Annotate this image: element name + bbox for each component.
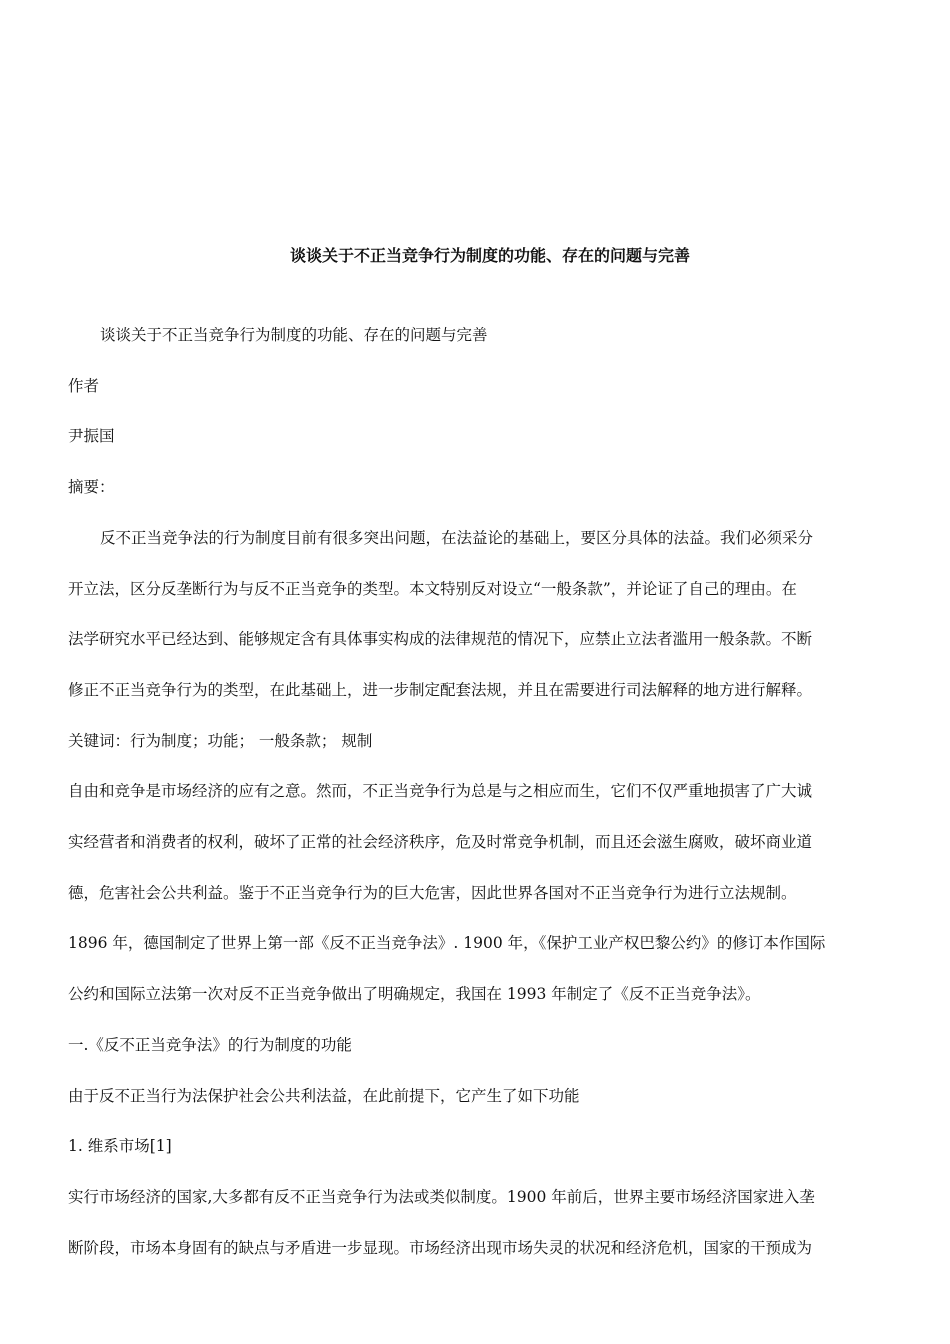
document-body [68,310,876,1273]
intro-line: 自由和竞争是市场经济的应有之意。然而，不正当竞争行为总是与之相应而生，它们不仅严重地损害了广大诚 [68,782,813,801]
author-label: 作者 [68,376,100,395]
intro-line: 实经营者和消费者的权利，破坏了正常的社会经济秩序，危及时常竞争机制，而且还会滋生腐败，破坏商业道 [68,833,813,852]
author-name: 尹振国 [68,427,115,446]
section1-intro: 由于反不正当行为法保护社会公共利法益，在此前提下，它产生了如下功能 [68,1086,580,1105]
subsection1-heading: 1. 维系市场[1] [68,1137,172,1156]
subsection1-line: 实行市场经济的国家,大多都有反不正当竞争行为法或类似制度。1900 年前后，世界主要市场经济国家进入垄 [68,1187,815,1206]
abstract-line: 开立法，区分反垄断行为与反不正当竞争的类型。本文特别反对设立“一般条款”，并论证了自己的理由。在 [68,579,797,598]
document-subtitle: 谈谈关于不正当竞争行为制度的功能、存在的问题与完善 [100,326,488,344]
intro-line: 德，危害社会公共利益。鉴于不正当竞争行为的巨大危害，因此世界各国对不正当竞争行为进行立法规制。 [68,883,797,902]
abstract-line: 法学研究水平已经达到、能够规定含有具体事实构成的法律规范的情况下，应禁止立法者滥用一般条款。不断 [68,630,813,649]
intro-line: 1896 年，德国制定了世界上第一部《反不正当竞争法》. 1900 年，《保护工业产权巴黎公约》的修订本作国际 [68,934,826,953]
keywords-line: 关键词：行为制度；功能； 一般条款； 规制 [68,731,373,750]
abstract-line: 反不正当竞争法的行为制度目前有很多突出问题，在法益论的基础上，要区分具体的法益。我们必须采分 [100,528,814,547]
document-title: 谈谈关于不正当竞争行为制度的功能、存在的问题与完善 [289,246,690,265]
section1-heading: 一.《反不正当竞争法》的行为制度的功能 [68,1035,352,1054]
abstract-label: 摘要： [68,478,115,497]
abstract-line: 修正不正当竞争行为的类型，在此基础上，进一步制定配套法规，并且在需要进行司法解释的地方进行解释。 [68,680,813,699]
intro-line: 公约和国际立法第一次对反不正当竞争做出了明确规定，我国在 1993 年制定了《反不正当竞争法》。 [68,985,761,1004]
subsection1-line: 断阶段，市场本身固有的缺点与矛盾进一步显现。市场经济出现市场失灵的状况和经济危机，国家的干预成为 [68,1238,813,1257]
